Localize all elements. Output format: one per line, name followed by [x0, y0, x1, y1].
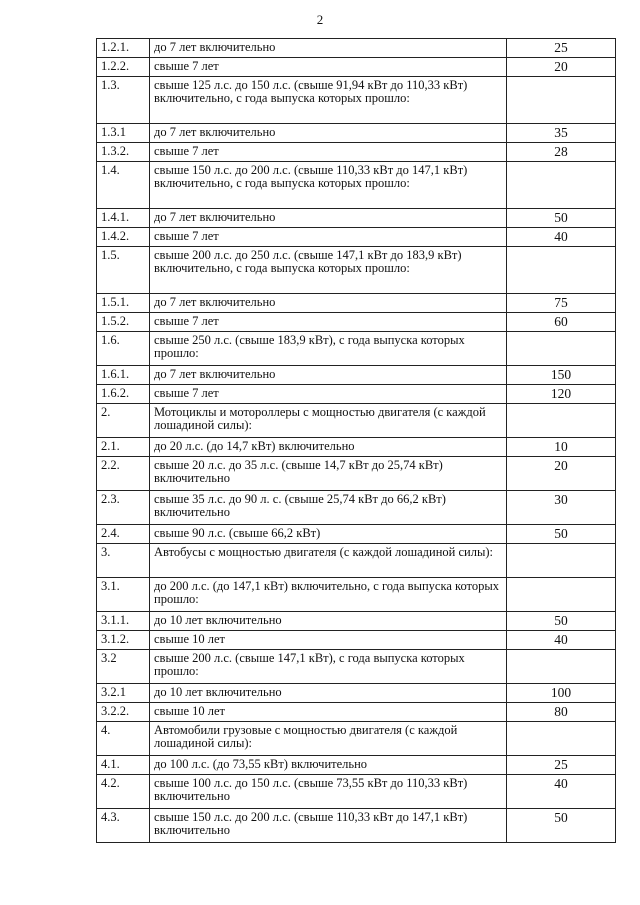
- row-description-cell: свыше 125 л.с. до 150 л.с. (свыше 91,94 кВт до 110,33 кВт) включительно, с года выпуска которых прошло:: [150, 77, 507, 124]
- row-description-cell: до 100 л.с. (до 73,55 кВт) включительно: [150, 756, 507, 775]
- row-description-cell: свыше 35 л.с. до 90 л. с. (свыше 25,74 кВт до 66,2 кВт) включительно: [150, 491, 507, 525]
- table-row: [97, 77, 616, 124]
- row-description-cell: свыше 150 л.с. до 200 л.с. (свыше 110,33 кВт до 147,1 кВт) включительно: [150, 809, 507, 843]
- table-row: [97, 631, 616, 650]
- row-rate-cell: 20: [507, 457, 616, 491]
- row-rate-cell: 50: [507, 612, 616, 631]
- row-description-cell: свыше 7 лет: [150, 58, 507, 77]
- row-rate-cell: [507, 722, 616, 756]
- row-rate-cell: [507, 650, 616, 684]
- row-number-cell: 1.5.: [97, 247, 150, 294]
- row-number-cell: 3.2: [97, 650, 150, 684]
- row-rate-cell: 10: [507, 438, 616, 457]
- row-number-cell: 1.2.2.: [97, 58, 150, 77]
- row-rate-cell: 40: [507, 631, 616, 650]
- row-number-cell: 2.1.: [97, 438, 150, 457]
- row-description-cell: до 7 лет включительно: [150, 124, 507, 143]
- table-row: [97, 544, 616, 578]
- row-description-cell: свыше 10 лет: [150, 631, 507, 650]
- row-description-cell: до 7 лет включительно: [150, 366, 507, 385]
- row-description-cell: свыше 20 л.с. до 35 л.с. (свыше 14,7 кВт до 25,74 кВт) включительно: [150, 457, 507, 491]
- row-number-cell: 2.4.: [97, 525, 150, 544]
- row-number-cell: 1.3.2.: [97, 143, 150, 162]
- row-description-cell: Мотоциклы и мотороллеры с мощностью двигателя (с каждой лошадиной силы):: [150, 404, 507, 438]
- row-rate-cell: 120: [507, 385, 616, 404]
- row-number-cell: 4.3.: [97, 809, 150, 843]
- row-number-cell: 1.3.: [97, 77, 150, 124]
- row-number-cell: 3.2.2.: [97, 703, 150, 722]
- table-row: [97, 491, 616, 525]
- table-row: [97, 525, 616, 544]
- row-number-cell: 3.1.2.: [97, 631, 150, 650]
- table-row: [97, 124, 616, 143]
- table-row: [97, 58, 616, 77]
- table-row: [97, 313, 616, 332]
- row-number-cell: 1.5.2.: [97, 313, 150, 332]
- row-description-cell: свыше 100 л.с. до 150 л.с. (свыше 73,55 кВт до 110,33 кВт) включительно: [150, 775, 507, 809]
- row-description-cell: Автобусы с мощностью двигателя (с каждой лошадиной силы):: [150, 544, 507, 578]
- row-rate-cell: 40: [507, 775, 616, 809]
- table-row: [97, 775, 616, 809]
- row-rate-cell: 50: [507, 525, 616, 544]
- table-row: [97, 438, 616, 457]
- table-row: [97, 703, 616, 722]
- table-row: [97, 578, 616, 612]
- row-description-cell: до 10 лет включительно: [150, 684, 507, 703]
- page-number: 2: [316, 12, 324, 27]
- table-row: [97, 247, 616, 294]
- tax-rate-table-body: [97, 39, 616, 843]
- row-description-cell: до 7 лет включительно: [150, 39, 507, 58]
- row-number-cell: 3.2.1: [97, 684, 150, 703]
- row-description-cell: до 200 л.с. (до 147,1 кВт) включительно, с года выпуска которых прошло:: [150, 578, 507, 612]
- table-row: [97, 294, 616, 313]
- table-row: [97, 612, 616, 631]
- row-number-cell: 1.3.1: [97, 124, 150, 143]
- row-rate-cell: 150: [507, 366, 616, 385]
- row-rate-cell: 60: [507, 313, 616, 332]
- row-description-cell: свыше 150 л.с. до 200 л.с. (свыше 110,33 кВт до 147,1 кВт) включительно, с года выпуска которых прошло:: [150, 162, 507, 209]
- row-number-cell: 1.2.1.: [97, 39, 150, 58]
- row-description-cell: свыше 10 лет: [150, 703, 507, 722]
- row-rate-cell: [507, 332, 616, 366]
- row-number-cell: 3.1.: [97, 578, 150, 612]
- table-row: [97, 404, 616, 438]
- row-rate-cell: [507, 544, 616, 578]
- table-row: [97, 756, 616, 775]
- row-rate-cell: [507, 404, 616, 438]
- table-row: [97, 209, 616, 228]
- table-row: [97, 332, 616, 366]
- row-rate-cell: 28: [507, 143, 616, 162]
- row-number-cell: 1.6.2.: [97, 385, 150, 404]
- row-rate-cell: 50: [507, 209, 616, 228]
- row-rate-cell: 80: [507, 703, 616, 722]
- row-number-cell: 1.6.: [97, 332, 150, 366]
- row-number-cell: 3.1.1.: [97, 612, 150, 631]
- row-description-cell: свыше 90 л.с. (свыше 66,2 кВт): [150, 525, 507, 544]
- row-rate-cell: 25: [507, 756, 616, 775]
- row-rate-cell: [507, 77, 616, 124]
- row-description-cell: до 20 л.с. (до 14,7 кВт) включительно: [150, 438, 507, 457]
- row-description-cell: до 7 лет включительно: [150, 294, 507, 313]
- table-row: [97, 39, 616, 58]
- row-description-cell: до 7 лет включительно: [150, 209, 507, 228]
- row-rate-cell: 75: [507, 294, 616, 313]
- table-row: [97, 684, 616, 703]
- row-description-cell: свыше 7 лет: [150, 143, 507, 162]
- table-row: [97, 457, 616, 491]
- row-rate-cell: 30: [507, 491, 616, 525]
- table-row: [97, 143, 616, 162]
- row-number-cell: 4.: [97, 722, 150, 756]
- row-rate-cell: 25: [507, 39, 616, 58]
- row-number-cell: 3.: [97, 544, 150, 578]
- row-description-cell: свыше 200 л.с. до 250 л.с. (свыше 147,1 кВт до 183,9 кВт) включительно, с года выпуска которых прошло:: [150, 247, 507, 294]
- row-description-cell: свыше 7 лет: [150, 228, 507, 247]
- row-number-cell: 1.4.: [97, 162, 150, 209]
- row-number-cell: 4.1.: [97, 756, 150, 775]
- row-rate-cell: 35: [507, 124, 616, 143]
- row-number-cell: 4.2.: [97, 775, 150, 809]
- table-row: [97, 722, 616, 756]
- tax-rate-table: [96, 38, 616, 843]
- row-rate-cell: 100: [507, 684, 616, 703]
- row-description-cell: свыше 200 л.с. (свыше 147,1 кВт), с года выпуска которых прошло:: [150, 650, 507, 684]
- table-row: [97, 228, 616, 247]
- row-number-cell: 1.5.1.: [97, 294, 150, 313]
- row-rate-cell: 40: [507, 228, 616, 247]
- row-rate-cell: [507, 162, 616, 209]
- row-number-cell: 2.3.: [97, 491, 150, 525]
- table-row: [97, 366, 616, 385]
- row-number-cell: 1.4.1.: [97, 209, 150, 228]
- row-number-cell: 2.2.: [97, 457, 150, 491]
- row-number-cell: 1.4.2.: [97, 228, 150, 247]
- row-description-cell: до 10 лет включительно: [150, 612, 507, 631]
- table-row: [97, 809, 616, 843]
- table-row: [97, 162, 616, 209]
- table-row: [97, 650, 616, 684]
- row-number-cell: 2.: [97, 404, 150, 438]
- row-rate-cell: [507, 578, 616, 612]
- row-description-cell: свыше 7 лет: [150, 385, 507, 404]
- table-row: [97, 385, 616, 404]
- row-number-cell: 1.6.1.: [97, 366, 150, 385]
- row-rate-cell: 50: [507, 809, 616, 843]
- row-description-cell: Автомобили грузовые с мощностью двигателя (с каждой лошадиной силы):: [150, 722, 507, 756]
- row-description-cell: свыше 250 л.с. (свыше 183,9 кВт), с года выпуска которых прошло:: [150, 332, 507, 366]
- row-rate-cell: [507, 247, 616, 294]
- row-description-cell: свыше 7 лет: [150, 313, 507, 332]
- row-rate-cell: 20: [507, 58, 616, 77]
